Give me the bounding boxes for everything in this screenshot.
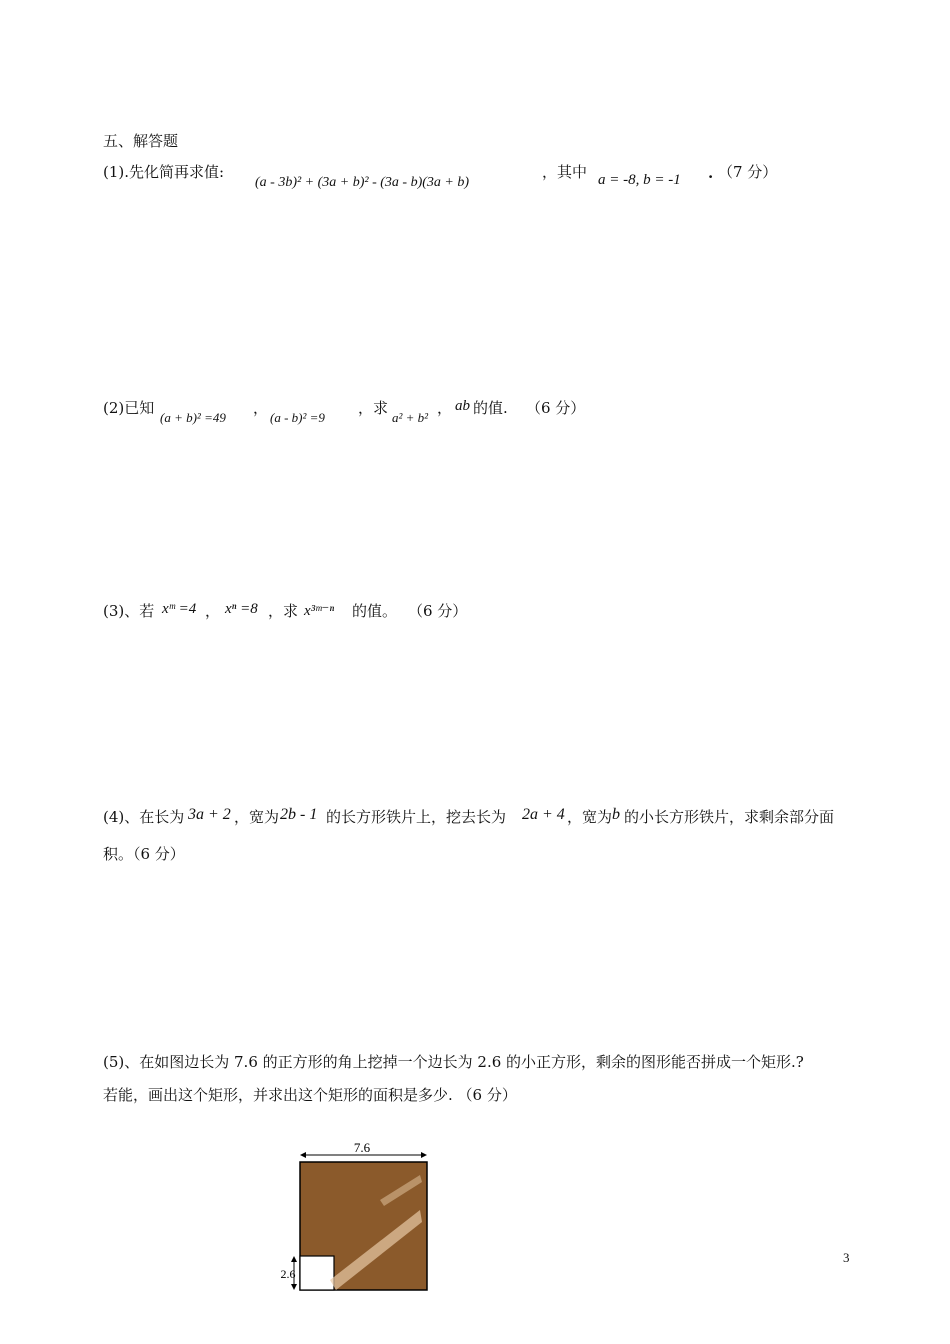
- q1-mid: ，其中: [542, 163, 588, 181]
- q2-expr2: (a - b)² =9: [270, 410, 325, 425]
- q3-expr2: xⁿ =8: [225, 601, 258, 617]
- q4-line1-e: 的小长方形铁片，求剩余部分面: [624, 808, 835, 826]
- q3-expr3: x³ᵐ⁻ⁿ: [304, 603, 335, 619]
- q4-line2: 积。（6 分）: [103, 845, 185, 863]
- cutout-square: [300, 1256, 334, 1290]
- q2-comma2: ，: [437, 399, 453, 417]
- q2-ask: ，求: [358, 399, 389, 417]
- q1-prefix: (1).先化简再求值:: [103, 163, 225, 181]
- q1-condition: a = -8, b = -1: [598, 172, 681, 188]
- q1-expression: (a - 3b)² + (3a + b)² - (3a - b)(3a + b): [255, 175, 470, 190]
- q3-tail: 的值。: [352, 602, 398, 620]
- q2-expr1: (a + b)² =49: [160, 410, 226, 425]
- q1-dot: .: [708, 164, 714, 182]
- q4-line1-a: (4)、在长为: [103, 808, 185, 826]
- section-title: 五、解答题: [103, 132, 179, 150]
- q3-comma1: ，: [205, 602, 221, 620]
- q5-line1: (5)、在如图边长为 7.6 的正方形的角上挖掉一个边长为 2.6 的小正方形，剩余的图形能否拼成一个矩形.?: [103, 1053, 804, 1071]
- q4-wid1: 2b - 1: [280, 806, 318, 823]
- q4-line1-b: ，宽为: [234, 808, 280, 826]
- q3-score: （6 分）: [408, 602, 468, 620]
- q2-prefix: (2)已知: [103, 399, 155, 417]
- q4-len2: 2a + 4: [522, 806, 565, 823]
- q4-wid2: b: [612, 806, 620, 823]
- q2-expr4: ab: [455, 398, 470, 414]
- q2-comma1: ，: [253, 399, 269, 417]
- page-number: 3: [843, 1250, 850, 1265]
- q3-expr1: xᵐ =4: [162, 601, 197, 617]
- q5-line2: 若能，画出这个矩形，并求出这个矩形的面积是多少. （6 分）: [103, 1086, 517, 1104]
- side-dimension-label: 2.6: [280, 1267, 296, 1281]
- top-dimension-label: 7.6: [353, 1140, 371, 1155]
- q1-score: （7 分）: [718, 163, 778, 181]
- square-figure: [270, 1140, 440, 1300]
- q3-prefix: (3)、若: [103, 602, 155, 620]
- q3-ask: ，求: [268, 602, 299, 620]
- q2-score: （6 分）: [526, 399, 586, 417]
- q4-line1-d: ，宽为: [567, 808, 613, 826]
- q2-expr3: a² + b²: [392, 410, 429, 425]
- q4-line1-c: 的长方形铁片上，挖去长为: [326, 808, 507, 826]
- q4-len1: 3a + 2: [188, 806, 231, 823]
- q2-tail: 的值.: [473, 399, 508, 417]
